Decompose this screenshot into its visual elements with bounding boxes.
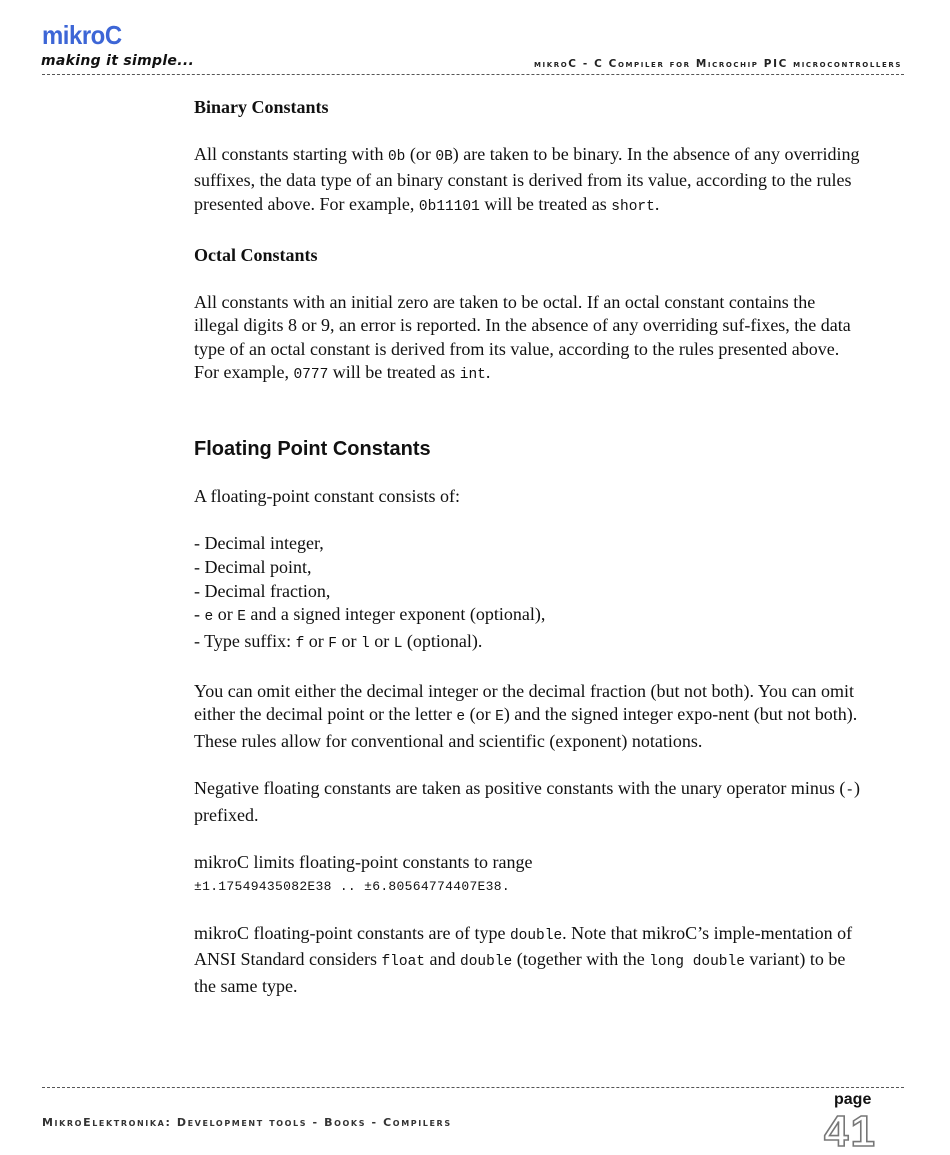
page-number: 41: [824, 1107, 877, 1155]
footer-text: MikroElektronika: Development tools - Books - Compilers: [42, 1116, 452, 1129]
page-content: [194, 95, 864, 999]
binary-heading: Binary Constants: [194, 97, 329, 117]
floating-negative-paragraph: Negative floating constants are taken as positive constants with the unary operator minus (-) prefixed.: [194, 778, 861, 825]
floating-heading: Floating Point Constants: [194, 437, 431, 460]
header-divider: [42, 74, 904, 75]
list-item: - Decimal fraction,: [194, 580, 331, 601]
floating-omit-paragraph: You can omit either the decimal integer or the decimal fraction (but not both). You can omit either the decimal point or the letter e (or E) and the signed integer expo-nent (but not both). These rules allow for conventional and scientific (exponent) notations.: [194, 680, 858, 752]
octal-paragraph: All constants with an initial zero are taken to be octal. If an octal constant contains the illegal digits 8 or 9, an error is reported. In the absence of any overriding suf-fixes, the data type of an octal constant is derived from its value, according to the rules presented above. For example, 0777 will be treated as int.: [194, 291, 851, 384]
mikroc-logo: mikroC: [42, 20, 122, 50]
list-item: - e or E and a signed integer exponent (optional),: [194, 604, 546, 626]
floating-list: [194, 532, 864, 656]
list-item: - Decimal integer,: [194, 533, 324, 554]
octal-heading: Octal Constants: [194, 244, 318, 265]
list-item: - Type suffix: f or F or l or L (optional).: [194, 630, 483, 652]
floating-type-paragraph: mikroC floating-point constants are of type double. Note that mikroC’s imple-mentation of ANSI Standard considers float and double (together with the long double variant) to be the same type.: [194, 922, 853, 996]
floating-range: ±1.17549435082E38 .. ±6.80564774407E38.: [194, 878, 510, 894]
list-item: - Decimal point,: [194, 556, 312, 577]
footer-divider: [42, 1087, 904, 1088]
binary-paragraph: All constants starting with 0b (or 0B) are taken to be binary. In the absence of any overriding suffixes, the data type of an binary constant is derived from its value, according to the rules presented above. For example, 0b11101 will be treated as short.: [194, 143, 860, 215]
page-label: page: [834, 1091, 872, 1108]
header-title: mikroC - C Compiler for Microchip PIC microcontrollers: [533, 58, 902, 70]
floating-range-intro: mikroC limits floating-point constants to range: [194, 852, 533, 873]
tagline: making it simple...: [41, 53, 195, 69]
floating-intro: A floating-point constant consists of:: [194, 486, 460, 507]
